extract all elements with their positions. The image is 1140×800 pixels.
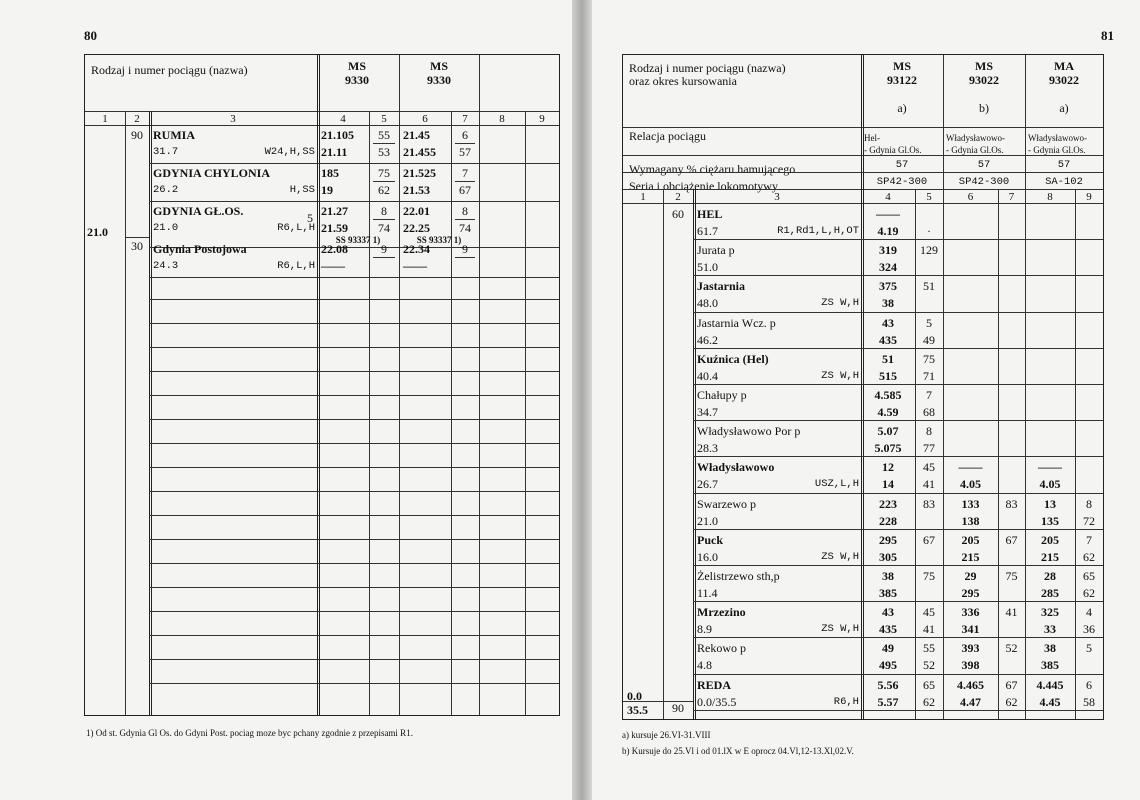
rule-horizontal: [373, 257, 395, 258]
station-name: Władysławowo Por p: [697, 424, 801, 439]
train1-min-a: 55: [378, 128, 390, 142]
time-dep: 33: [1044, 622, 1056, 637]
col-number: 5: [926, 191, 932, 203]
train2-min-a: 7: [462, 166, 468, 180]
rule-vertical: [399, 55, 400, 111]
station-codes: H,SS: [289, 184, 315, 196]
speed-2: 30: [131, 239, 143, 253]
rule-horizontal: [149, 683, 559, 684]
time-arr: 205: [1041, 532, 1059, 547]
rule-horizontal: [125, 237, 149, 238]
km-bottom-1: 0.0: [627, 689, 642, 703]
station-name: Swarzewo p: [697, 496, 756, 511]
rule-vertical: [125, 111, 126, 715]
train2-min-b: 67: [459, 183, 471, 197]
rule-horizontal: [623, 701, 693, 702]
station-km: 48.0: [697, 296, 718, 311]
right-header-label-2: oraz okres kursowania: [629, 74, 737, 88]
time-dep: 14: [882, 477, 894, 492]
station-km: 51.0: [697, 260, 718, 275]
time-arr: 51: [882, 351, 894, 366]
rule-horizontal: [149, 323, 559, 324]
rule-horizontal: [693, 420, 1103, 421]
rule-horizontal: [693, 312, 1103, 313]
minutes-a: 8: [926, 424, 932, 439]
col-number: 3: [774, 191, 780, 203]
rule-horizontal: [455, 143, 475, 144]
station-km: 24.3: [153, 260, 179, 272]
rule-horizontal: [149, 443, 559, 444]
minutes-a: 8: [1086, 496, 1092, 511]
station-name: GDYNIA GŁ.OS.: [153, 204, 244, 218]
time-dep: 435: [879, 332, 897, 347]
col-number: 4: [885, 191, 891, 203]
rule-horizontal: [149, 347, 559, 348]
train-relacja-2: - Gdynia Gl.Os.: [946, 145, 1004, 155]
rule-horizontal: [693, 456, 1103, 457]
time-dep: 5.075: [874, 441, 902, 456]
loco-label: Seria i obciążenie lokomotywy: [629, 179, 778, 193]
rule-horizontal: [149, 515, 559, 516]
rule-horizontal: [455, 181, 475, 182]
station-km: 61.7: [697, 224, 718, 238]
train1-min-b: 62: [378, 183, 390, 197]
rule-horizontal: [373, 143, 395, 144]
station-name: Jastarnia Wcz. p: [697, 315, 776, 330]
station-name: Rekowo p: [697, 641, 746, 656]
train-number: 93022: [969, 73, 999, 87]
train2-time-a: 22.01: [403, 204, 430, 218]
time-arr: 38: [882, 569, 894, 583]
train1-min-b: 53: [378, 145, 390, 159]
left-train-2-number: 9330: [427, 73, 451, 87]
left-page-number: 80: [84, 28, 97, 43]
time-arr: 223: [879, 496, 897, 511]
station-km: 0.0/35.5: [697, 694, 737, 709]
train1-min-b: 74: [378, 221, 390, 235]
rule-horizontal: [693, 637, 1103, 638]
time-dep: 138: [961, 513, 980, 528]
train-relacja-1: Władysławowo-: [946, 133, 1005, 143]
train2-min-a: 9: [462, 242, 468, 256]
minutes-b: ·: [927, 224, 931, 238]
time-dep: 515: [879, 368, 897, 383]
rule-horizontal: [149, 201, 559, 202]
minutes-a: 75: [1005, 569, 1018, 583]
time-arr: ——: [876, 207, 900, 221]
time-arr: 38: [1044, 641, 1056, 656]
minutes-b: 68: [923, 405, 935, 419]
station-km: 21.0: [153, 222, 179, 234]
station-name: Jastarnia: [697, 279, 745, 294]
minutes-a: 83: [923, 496, 935, 511]
left-header-label: Rodzaj i numer pociągu (nazwa): [91, 63, 248, 77]
rule-horizontal: [149, 587, 559, 588]
train2-min-b: 57: [459, 145, 471, 159]
minutes-a: 67: [1005, 532, 1018, 547]
station-name: Jurata p: [697, 243, 735, 258]
time-arr: 5.56: [877, 677, 899, 692]
left-train-1-number: 9330: [345, 73, 369, 87]
station-km: 46.2: [697, 332, 718, 347]
minutes-a: 65: [923, 677, 935, 692]
time-arr: 393: [961, 641, 980, 656]
station-name: Gdynia Postojowa: [153, 242, 247, 256]
time-dep: 495: [879, 658, 897, 673]
time-arr: 5.07: [877, 424, 899, 439]
minutes-a: 75: [923, 351, 935, 366]
col-number: 8: [499, 113, 505, 125]
time-dep: 228: [879, 513, 897, 528]
time-dep: 385: [1041, 658, 1059, 673]
station-name: RUMIA: [153, 128, 195, 142]
train1-ss-note: SS 93337 1): [335, 235, 381, 245]
rule-horizontal: [693, 565, 1103, 566]
col-number: 6: [967, 191, 974, 203]
station-codes: W24,H,SS: [264, 146, 315, 158]
train-type: MA: [1054, 59, 1074, 73]
time-arr: 29: [964, 569, 977, 583]
train1-time-a: 22.08: [321, 242, 348, 256]
minutes-b: 62: [1005, 694, 1018, 709]
col-number: 1: [640, 191, 646, 203]
train1-time-a: 185: [321, 166, 339, 180]
minutes-b: 62: [1083, 586, 1095, 600]
minutes-a: 51: [923, 279, 935, 294]
col-number: 3: [230, 113, 236, 125]
right-page-number: 81: [1101, 28, 1114, 43]
train2-time-a: 22.34: [403, 242, 430, 256]
col-number: 4: [340, 113, 346, 125]
rule-horizontal: [149, 419, 559, 420]
train-period: a): [897, 101, 907, 115]
speed-top: 60: [672, 207, 684, 221]
time-dep: 4.05: [960, 477, 981, 492]
rule-horizontal: [149, 277, 559, 278]
rule-vertical: [1025, 189, 1026, 719]
right-header-label-1: Rodzaj i numer pociągu (nazwa): [629, 61, 786, 75]
train1-min-a: 8: [381, 204, 387, 218]
minutes-b: 71: [923, 368, 935, 383]
km-label: 21.0: [87, 225, 108, 239]
train1-min-a: 9: [381, 242, 387, 256]
time-dep: 4.45: [1039, 694, 1061, 709]
time-dep: 4.59: [877, 405, 899, 419]
left-train-1-type: MS: [348, 59, 366, 73]
time-arr: 295: [879, 532, 897, 547]
time-arr: 336: [961, 605, 980, 620]
time-arr: 43: [882, 315, 894, 330]
station-name: Władysławowo: [697, 460, 775, 475]
station-km: 26.2: [153, 184, 179, 196]
minutes-b: 49: [923, 332, 935, 347]
time-dep: 215: [1041, 549, 1059, 564]
time-dep: 385: [879, 586, 897, 600]
rule-horizontal: [693, 674, 1103, 675]
time-arr: 319: [879, 243, 897, 258]
rule-horizontal: [149, 659, 559, 660]
rule-horizontal: [149, 635, 559, 636]
station-km: 40.4: [697, 368, 718, 383]
rule-horizontal: [693, 710, 1103, 711]
rule-horizontal: [693, 239, 1103, 240]
rule-horizontal: [693, 493, 1103, 494]
station-name: GDYNIA CHYLONIA: [153, 166, 271, 180]
rule-vertical: [943, 189, 944, 719]
speed-bottom: 90: [672, 701, 684, 715]
rule-vertical: [693, 189, 696, 719]
minutes-a: 45: [923, 460, 935, 475]
train-period: a): [1059, 101, 1069, 115]
station-codes: R6,L,H: [277, 222, 315, 234]
station-km: 28.3: [697, 441, 718, 456]
rule-horizontal: [693, 601, 1103, 602]
rule-horizontal: [455, 257, 475, 258]
rule-vertical: [1075, 189, 1076, 719]
right-page: [592, 0, 1140, 800]
time-arr: 4.445: [1036, 677, 1064, 692]
col-number: 5: [381, 113, 387, 125]
minutes-b: 77: [923, 441, 935, 456]
col-number: 7: [1008, 191, 1015, 203]
train-loco: SP42-300: [958, 176, 1010, 188]
station-name: REDA: [697, 677, 732, 692]
rule-horizontal: [149, 371, 559, 372]
col-number: 7: [462, 113, 468, 125]
train1-time-a: 21.105: [321, 128, 354, 142]
station-codes: ZS W,H: [821, 550, 859, 563]
station-name: Żelistrzewo sth,p: [697, 569, 780, 583]
station-name: Mrzezino: [697, 605, 746, 620]
speed-1: 90: [131, 128, 143, 142]
rule-horizontal: [693, 348, 1103, 349]
time-dep: 4.47: [960, 694, 981, 709]
train-period: b): [979, 101, 989, 115]
train2-min-a: 6: [462, 128, 468, 142]
station-km: 31.7: [153, 146, 179, 158]
km-bottom-2: 35.5: [627, 703, 648, 717]
rule-horizontal: [693, 384, 1103, 385]
train1-time-b: 21.11: [321, 145, 348, 159]
minutes-a: 7: [1086, 532, 1092, 547]
rule-horizontal: [373, 219, 395, 220]
time-arr: ——: [1038, 460, 1062, 475]
rule-horizontal: [373, 181, 395, 182]
time-dep: 398: [961, 658, 980, 673]
col-number: 9: [539, 113, 545, 125]
time-arr: 205: [961, 532, 980, 547]
time-arr: 12: [882, 460, 894, 475]
rule-horizontal: [149, 539, 559, 540]
station-name: HEL: [697, 207, 723, 221]
minutes-a: 5: [1086, 641, 1092, 656]
station-codes: R6,H: [833, 695, 859, 708]
rule-horizontal: [149, 395, 559, 396]
time-arr: 43: [882, 605, 894, 620]
station-codes: R6,L,H: [277, 260, 315, 272]
time-dep: 341: [961, 622, 980, 637]
train-relacja-2: - Gdynia Gl.Os.: [864, 145, 922, 155]
brake-label: Wymagany % ciężaru hamującego: [629, 162, 796, 176]
train-brake: 57: [977, 159, 991, 171]
station-codes: ZS W,H: [821, 623, 859, 636]
train-loco: SA-102: [1045, 176, 1083, 188]
right-footnote-a: a) kursuje 26.VI-31.VIII: [622, 730, 711, 740]
right-timetable: [622, 54, 1104, 720]
col-number: 6: [422, 113, 428, 125]
station-km: 16.0: [697, 549, 718, 564]
train2-min-a: 8: [462, 204, 468, 218]
time-dep: 4.19: [877, 224, 899, 238]
minutes-b: 41: [923, 622, 935, 637]
rule-vertical: [998, 189, 999, 719]
minutes-a: 75: [923, 569, 935, 583]
col-number: 9: [1086, 191, 1092, 203]
time-arr: 325: [1041, 605, 1059, 620]
train2-ss-note: SS 93337 1): [416, 235, 462, 245]
minutes-a: 4: [1086, 605, 1092, 620]
minutes-b: 62: [1083, 549, 1095, 564]
train-brake: 57: [1057, 159, 1071, 171]
col-number: 1: [102, 113, 108, 125]
rule-vertical: [663, 189, 664, 719]
minutes-a: 55: [923, 641, 935, 656]
time-dep: 4.05: [1039, 477, 1061, 492]
minutes-a: 129: [920, 243, 938, 258]
rule-horizontal: [623, 172, 1103, 173]
time-dep: 215: [961, 549, 980, 564]
minutes-a: 67: [1005, 677, 1018, 692]
time-arr: 4.465: [957, 677, 984, 692]
train-number: 93122: [887, 73, 917, 87]
rule-horizontal: [455, 219, 475, 220]
col-number: 8: [1047, 191, 1053, 203]
station-mark: 5: [307, 211, 313, 225]
train2-min-b: 74: [459, 221, 471, 235]
rule-horizontal: [149, 163, 559, 164]
minutes-a: 41: [1005, 605, 1018, 620]
station-codes: R1,Rd1,L,H,OT: [777, 225, 859, 237]
left-timetable: [84, 54, 560, 716]
col-number: 2: [675, 191, 681, 203]
time-arr: 375: [879, 279, 897, 294]
train-brake: 57: [895, 159, 909, 171]
rule-vertical: [479, 55, 480, 111]
left-train-2-type: MS: [430, 59, 448, 73]
time-dep: 38: [882, 296, 894, 311]
time-dep: 435: [879, 622, 897, 637]
minutes-a: 6: [1086, 677, 1092, 692]
minutes-a: 65: [1083, 569, 1095, 583]
minutes-b: 58: [1083, 694, 1095, 709]
time-dep: 5.57: [877, 694, 899, 709]
time-arr: 13: [1044, 496, 1056, 511]
station-km: 4.8: [697, 658, 712, 673]
time-dep: 135: [1041, 513, 1059, 528]
right-footnote-b: b) Kursuje do 25.Vl i od 01.lX w E oprocz 04.Vl,12-13.Xl,02.V.: [622, 746, 854, 756]
station-name: Puck: [697, 532, 724, 547]
train-loco: SP42-300: [876, 176, 928, 188]
minutes-b: 41: [923, 477, 935, 492]
train1-time-b: ——: [321, 259, 345, 273]
train-relacja-2: - Gdynia Gl.Os.: [1028, 145, 1086, 155]
station-km: 8.9: [697, 622, 712, 637]
col-number: 2: [134, 113, 140, 125]
time-arr: 4.585: [874, 388, 902, 402]
station-codes: USZ,L,H: [814, 478, 859, 491]
relacja-label: Relacja pociągu: [629, 129, 706, 143]
time-dep: 305: [879, 549, 897, 564]
time-arr: 49: [882, 641, 894, 656]
rule-horizontal: [693, 275, 1103, 276]
train-relacja-1: Władysławowo-: [1028, 133, 1087, 143]
train2-time-a: 21.525: [403, 166, 436, 180]
rule-horizontal: [149, 563, 559, 564]
time-dep: 295: [961, 586, 980, 600]
train-type: MS: [975, 59, 993, 73]
time-dep: 285: [1041, 586, 1059, 600]
station-km: 26.7: [697, 477, 718, 492]
station-name: Kuźnica (Hel): [697, 351, 769, 366]
train-relacja-1: Hel-: [864, 133, 880, 143]
train-number: 93022: [1049, 73, 1079, 87]
train2-time-b: ——: [403, 259, 427, 273]
train2-time-b: 21.455: [403, 145, 436, 159]
minutes-a: 5: [926, 315, 932, 330]
train1-time-b: 21.59: [321, 221, 348, 235]
train2-time-b: 21.53: [403, 183, 430, 197]
train2-time-a: 21.45: [403, 128, 430, 142]
minutes-a: 67: [923, 532, 935, 547]
minutes-a: 7: [926, 388, 932, 402]
rule-horizontal: [623, 127, 1103, 128]
minutes-b: 36: [1083, 622, 1095, 637]
minutes-b: 62: [923, 694, 935, 709]
time-dep: 324: [879, 260, 897, 275]
minutes-b: 52: [923, 658, 935, 673]
book-gutter: [572, 0, 592, 800]
rule-horizontal: [149, 491, 559, 492]
station-km: 34.7: [697, 405, 718, 419]
train1-time-a: 21.27: [321, 204, 348, 218]
minutes-b: 72: [1083, 513, 1095, 528]
rule-horizontal: [149, 299, 559, 300]
rule-horizontal: [149, 611, 559, 612]
station-km: 11.4: [697, 586, 718, 600]
station-name: Chałupy p: [697, 388, 747, 402]
time-arr: ——: [958, 460, 983, 475]
time-arr: 133: [961, 496, 980, 511]
minutes-a: 45: [923, 605, 935, 620]
left-footnote: 1) Od st. Gdynia Gl Os. do Gdyni Post. pociag moze byc pchany zgodnie z przepisami R1.: [86, 728, 413, 738]
time-arr: 28: [1044, 569, 1056, 583]
train-type: MS: [893, 59, 911, 73]
rule-horizontal: [693, 529, 1103, 530]
rule-horizontal: [149, 467, 559, 468]
rule-vertical: [317, 55, 320, 111]
station-km: 21.0: [697, 513, 718, 528]
station-codes: ZS W,H: [821, 297, 859, 310]
train1-time-b: 19: [321, 183, 333, 197]
minutes-a: 52: [1005, 641, 1018, 656]
train2-time-b: 22.25: [403, 221, 430, 235]
minutes-a: 83: [1005, 496, 1018, 511]
train1-min-a: 75: [378, 166, 390, 180]
station-codes: ZS W,H: [821, 369, 859, 382]
